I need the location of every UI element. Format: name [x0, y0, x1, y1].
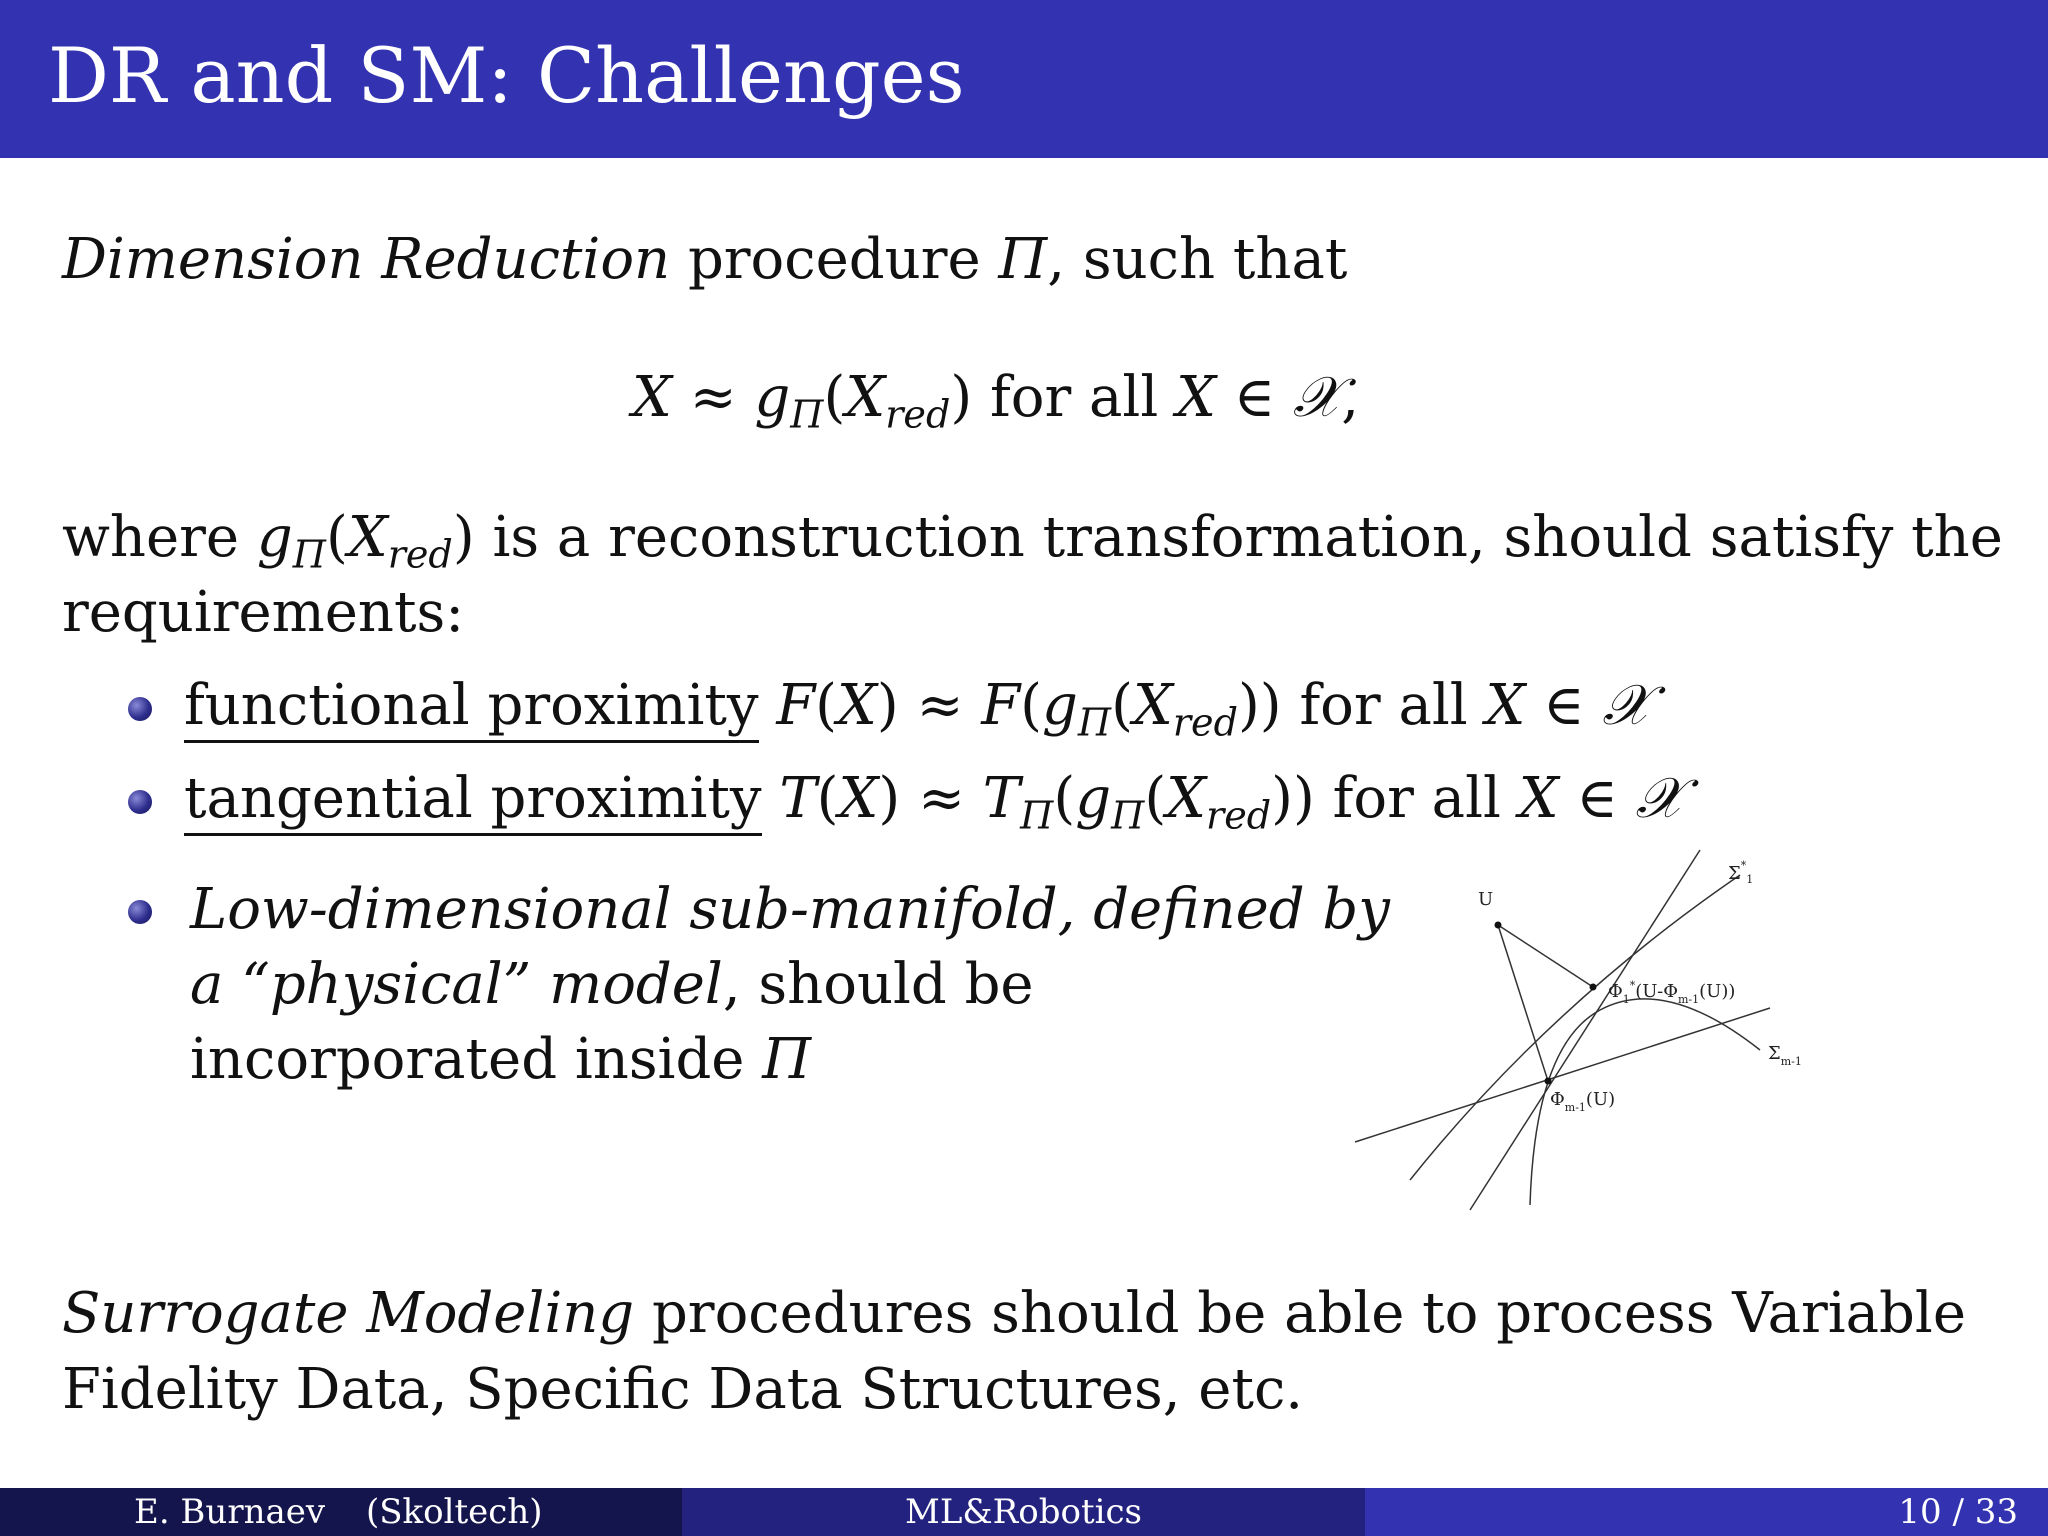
closing-line-2: Fidelity Data, Specific Data Structures, etc. [62, 1357, 1304, 1422]
tangential-proximity-label: tangential proximity [184, 766, 762, 836]
where-sub-pi: Π [292, 532, 326, 577]
intro-pi: Π [998, 227, 1048, 292]
eq-x2: X [1176, 365, 1216, 430]
b2-T: T [779, 766, 817, 831]
where-line-2: requirements: [62, 580, 465, 645]
point-u [1495, 922, 1502, 929]
line-u-to-phi1 [1498, 925, 1593, 987]
where-g: g [256, 505, 293, 570]
closing-term: Surrogate Modeling [62, 1281, 635, 1346]
b3-line-1: Low-dimensional sub-manifold, defined by [190, 877, 1390, 942]
b2-sub-pi: Π [1111, 793, 1145, 838]
b1-X2: X [1132, 673, 1173, 738]
b2-g: g [1075, 766, 1112, 831]
footer-author: E. Burnaev [134, 1492, 326, 1532]
b2-X3: X [1518, 766, 1559, 831]
eq-comma: , [1341, 365, 1359, 430]
where-rest: is a reconstruction transformation, should satisfy the [492, 505, 2003, 570]
b2-T2: T [982, 766, 1021, 831]
main-equation [632, 360, 1359, 441]
bullet-functional-proximity: functional proximity $F(X) \approx F(g_\Pi(X_{red}))$ for all X ∈ 𝒳 [184, 673, 1651, 745]
closing-line-1 [62, 1276, 1966, 1352]
eq-open: ( [823, 365, 846, 430]
b2-in: ∈ [1576, 766, 1618, 831]
b1-sub-pi: Π [1077, 700, 1112, 745]
b2-for-all: for all [1332, 766, 1501, 831]
eq-sub-red: red [885, 392, 951, 437]
curve-sigma-star [1410, 875, 1740, 1180]
footer-page: 10 / 33 [1898, 1492, 2018, 1532]
eq-lhs: X [632, 365, 672, 430]
label-sigma-m1: $\Sigma_{m-1}$ [1768, 1043, 1802, 1068]
b3-line3-text: incorporated inside [190, 1027, 745, 1092]
bullet-marker-1 [128, 697, 152, 721]
label-u: U [1478, 889, 1494, 910]
b1-F2: F [981, 673, 1021, 738]
b3-physical-model: a “physical” model [190, 952, 723, 1017]
where-word: where [62, 505, 240, 570]
point-phim1 [1545, 1078, 1552, 1085]
b1-approx: ≈ [916, 673, 964, 738]
bullet-marker-2 [128, 790, 152, 814]
where-sub-red: red [387, 532, 453, 577]
bullet-marker-3 [128, 900, 152, 924]
where-line-1: where $g_\Pi(X_{red})$ is a reconstruction transformation, should satisfy the [62, 505, 2003, 577]
footer-affiliation: (Skoltech) [366, 1492, 543, 1532]
b2-sub-pi-t: Π [1020, 793, 1054, 838]
intro-tail: , such that [1047, 227, 1348, 292]
eq-x: X [845, 365, 886, 430]
where-x: X [347, 505, 388, 570]
footer [0, 1488, 2048, 1536]
b2-approx: ≈ [918, 766, 965, 831]
intro-text: procedure [687, 227, 981, 292]
b1-in: ∈ [1543, 673, 1585, 738]
b3-pi: Π [762, 1027, 812, 1092]
line-tangent-shallow [1355, 1008, 1770, 1142]
manifold-projection-diagram [1350, 845, 1820, 1215]
line-tangent-steep [1470, 850, 1700, 1210]
b1-F: F [776, 673, 816, 738]
title-bar [0, 0, 2048, 158]
point-phi1 [1590, 984, 1597, 991]
eq-sub-pi: Π [790, 392, 824, 437]
functional-proximity-label: functional proximity [184, 673, 759, 743]
eq-for-all: for all [990, 365, 1159, 430]
eq-g: g [754, 365, 791, 430]
eq-approx: ≈ [689, 365, 737, 430]
footer-author-block [0, 1488, 682, 1536]
b1-sub-red: red [1172, 700, 1238, 745]
closing-line1-rest: procedures should be able to process Variable [651, 1281, 1966, 1346]
footer-course: ML&Robotics [905, 1492, 1142, 1532]
b1-for-all: for all [1299, 673, 1468, 738]
b3-line-3 [190, 1022, 811, 1098]
b1-X3: X [1485, 673, 1526, 738]
footer-course-block [682, 1488, 1365, 1536]
intro-line [62, 222, 1347, 298]
b1-g: g [1042, 673, 1078, 738]
label-sigma-star: $\Sigma^*_1$ [1728, 859, 1754, 886]
line-u-to-phim1 [1498, 925, 1548, 1081]
b3-line-2 [190, 947, 1034, 1023]
b2-X: X [838, 766, 879, 831]
footer-page-block [1365, 1488, 2048, 1536]
label-phi1: $\Phi_1^*(U-\Phi_{m-1}(U))$ [1608, 979, 1736, 1006]
bullet-tangential-proximity: tangential proximity $T(X) \approx T_\Pi(g_\Pi(X_{red}))$ for all X ∈ 𝒳 [184, 766, 1684, 838]
eq-set: 𝒳 [1293, 365, 1342, 430]
b2-set: 𝒳 [1635, 766, 1684, 831]
b2-sub-red: red [1206, 793, 1272, 838]
b2-X2: X [1166, 766, 1207, 831]
b1-X: X [837, 673, 877, 738]
eq-close: ) [950, 365, 973, 430]
label-phim1: $\Phi_{m-1}(U)$ [1550, 1089, 1616, 1114]
eq-in: ∈ [1233, 365, 1276, 430]
b3-line2-rest: , should be [722, 952, 1034, 1017]
b1-set: 𝒳 [1602, 673, 1651, 738]
slide-title: DR and SM: Challenges [48, 31, 965, 120]
intro-term: Dimension Reduction [62, 227, 671, 292]
